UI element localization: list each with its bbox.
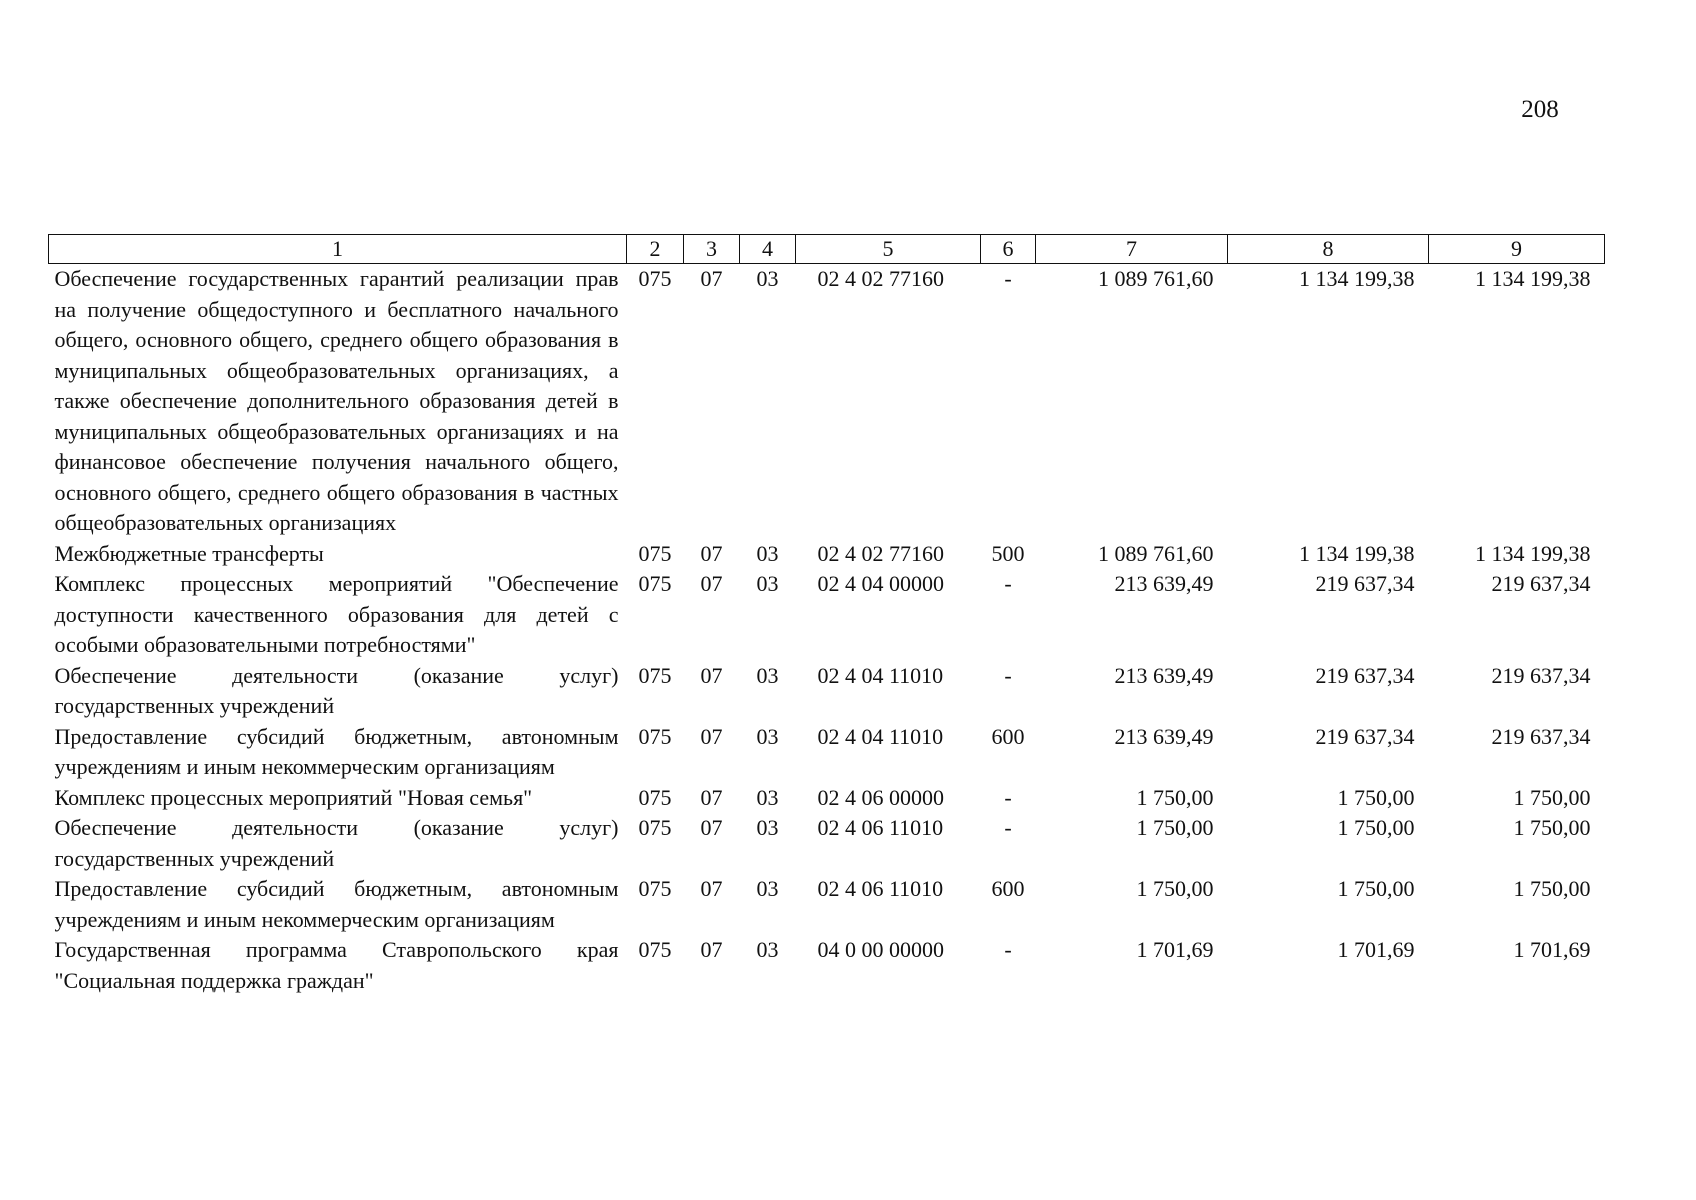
expense-type-code: 500 — [991, 540, 1025, 566]
admin-code: 075 — [638, 540, 672, 566]
target-item-code: 02 4 02 77160 — [817, 266, 944, 291]
row-name: Предоставление субсидий бюджетным, автономным учреждениям и иным некоммерческим организациям — [54, 723, 619, 779]
amount-col9: 1 750,00 — [1513, 876, 1591, 901]
table-row — [49, 661, 1605, 722]
expense-type-code: 600 — [991, 876, 1025, 901]
section-code: 07 — [700, 815, 723, 840]
table-row — [49, 722, 1605, 783]
expense-type-code: - — [1004, 266, 1012, 291]
amount-col7: 1 750,00 — [1136, 876, 1214, 901]
amount-col9: 1 134 199,38 — [1475, 540, 1591, 566]
section-code: 07 — [700, 876, 723, 901]
table-row — [49, 264, 1605, 539]
column-header-7: 7 — [1036, 235, 1228, 264]
amount-col8: 1 750,00 — [1337, 815, 1415, 840]
expense-type-code: - — [1004, 571, 1012, 596]
amount-col8: 219 637,34 — [1315, 571, 1415, 596]
amount-col8: 219 637,34 — [1315, 662, 1415, 688]
column-header-5: 5 — [796, 235, 981, 264]
section-code: 07 — [700, 937, 723, 962]
table-row — [49, 569, 1605, 661]
subsection-code: 03 — [756, 937, 779, 962]
amount-col7: 1 750,00 — [1136, 815, 1214, 840]
row-name: Обеспечение деятельности (оказание услуг) государственных учреждений — [54, 662, 619, 718]
column-header-9: 9 — [1429, 235, 1605, 264]
column-header-2: 2 — [627, 235, 684, 264]
amount-col7: 1 089 761,60 — [1098, 266, 1214, 291]
expense-type-code: - — [1004, 937, 1012, 962]
section-code: 07 — [700, 540, 723, 566]
table-row — [49, 935, 1605, 996]
admin-code: 075 — [638, 723, 672, 749]
header-row — [49, 235, 1605, 264]
admin-code: 075 — [638, 662, 672, 688]
budget-table — [48, 234, 1605, 996]
subsection-code: 03 — [756, 723, 779, 749]
admin-code: 075 — [638, 266, 672, 291]
expense-type-code: 600 — [991, 723, 1025, 749]
target-item-code: 04 0 00 00000 — [817, 937, 944, 962]
expense-type-code: - — [1004, 815, 1012, 840]
amount-col9: 1 750,00 — [1513, 815, 1591, 840]
amount-col9: 219 637,34 — [1491, 723, 1591, 749]
table-row — [49, 813, 1605, 874]
admin-code: 075 — [638, 937, 672, 962]
amount-col7: 213 639,49 — [1114, 571, 1214, 596]
amount-col8: 219 637,34 — [1315, 723, 1415, 749]
amount-col9: 1 134 199,38 — [1475, 266, 1591, 291]
amount-col7: 213 639,49 — [1114, 723, 1214, 749]
subsection-code: 03 — [756, 876, 779, 901]
column-header-4: 4 — [740, 235, 796, 264]
table-row — [49, 783, 1605, 814]
column-header-8: 8 — [1228, 235, 1429, 264]
amount-col8: 1 134 199,38 — [1299, 540, 1415, 566]
column-header-1: 1 — [49, 235, 627, 264]
column-header-3: 3 — [684, 235, 740, 264]
page-number: 208 — [1521, 96, 1559, 123]
target-item-code: 02 4 04 11010 — [817, 723, 944, 749]
section-code: 07 — [700, 662, 723, 688]
table-row — [49, 874, 1605, 935]
target-item-code: 02 4 02 77160 — [817, 540, 944, 566]
target-item-code: 02 4 06 11010 — [817, 876, 944, 901]
amount-col9: 1 701,69 — [1513, 937, 1591, 962]
table-row — [49, 539, 1605, 570]
row-name: Комплекс процессных мероприятий "Обеспечение доступности качественного образования для детей с особыми образовательными потребностями" — [54, 571, 619, 657]
amount-col8: 1 134 199,38 — [1299, 266, 1415, 291]
row-name: Комплекс процессных мероприятий "Новая семья" — [54, 784, 533, 810]
amount-col7: 1 750,00 — [1136, 784, 1214, 810]
section-code: 07 — [700, 266, 723, 291]
subsection-code: 03 — [756, 662, 779, 688]
target-item-code: 02 4 06 00000 — [817, 784, 944, 810]
amount-col8: 1 701,69 — [1337, 937, 1415, 962]
target-item-code: 02 4 04 11010 — [817, 662, 944, 688]
target-item-code: 02 4 04 00000 — [817, 571, 944, 596]
column-header-6: 6 — [981, 235, 1036, 264]
section-code: 07 — [700, 784, 723, 810]
subsection-code: 03 — [756, 540, 779, 566]
amount-col7: 1 089 761,60 — [1098, 540, 1214, 566]
amount-col9: 1 750,00 — [1513, 784, 1591, 810]
subsection-code: 03 — [756, 266, 779, 291]
row-name: Обеспечение деятельности (оказание услуг) государственных учреждений — [54, 815, 619, 871]
admin-code: 075 — [638, 571, 672, 596]
subsection-code: 03 — [756, 571, 779, 596]
expense-type-code: - — [1004, 784, 1012, 810]
admin-code: 075 — [638, 876, 672, 901]
admin-code: 075 — [638, 815, 672, 840]
row-name: Обеспечение государственных гарантий реализации прав на получение общедоступного и бесплатного начального общего, основного общего, среднего общего образования в муниципальных общеобразовательных организациях, а также обеспечение дополнительного образования детей в муниципальных общеобразовательных организациях и на финансовое обеспечение получения начального общего, основного общего, среднего общего образования в частных общеобразовательных организациях — [54, 266, 619, 535]
section-code: 07 — [700, 571, 723, 596]
target-item-code: 02 4 06 11010 — [817, 815, 944, 840]
amount-col9: 219 637,34 — [1491, 662, 1591, 688]
row-name: Государственная программа Ставропольского края "Социальная поддержка граждан" — [54, 937, 619, 993]
row-name: Межбюджетные трансферты — [54, 540, 324, 566]
amount-col7: 1 701,69 — [1136, 937, 1214, 962]
amount-col8: 1 750,00 — [1337, 784, 1415, 810]
expense-type-code: - — [1004, 662, 1012, 688]
row-name: Предоставление субсидий бюджетным, автономным учреждениям и иным некоммерческим организациям — [54, 876, 619, 932]
amount-col7: 213 639,49 — [1114, 662, 1214, 688]
subsection-code: 03 — [756, 815, 779, 840]
subsection-code: 03 — [756, 784, 779, 810]
section-code: 07 — [700, 723, 723, 749]
amount-col8: 1 750,00 — [1337, 876, 1415, 901]
amount-col9: 219 637,34 — [1491, 571, 1591, 596]
admin-code: 075 — [638, 784, 672, 810]
